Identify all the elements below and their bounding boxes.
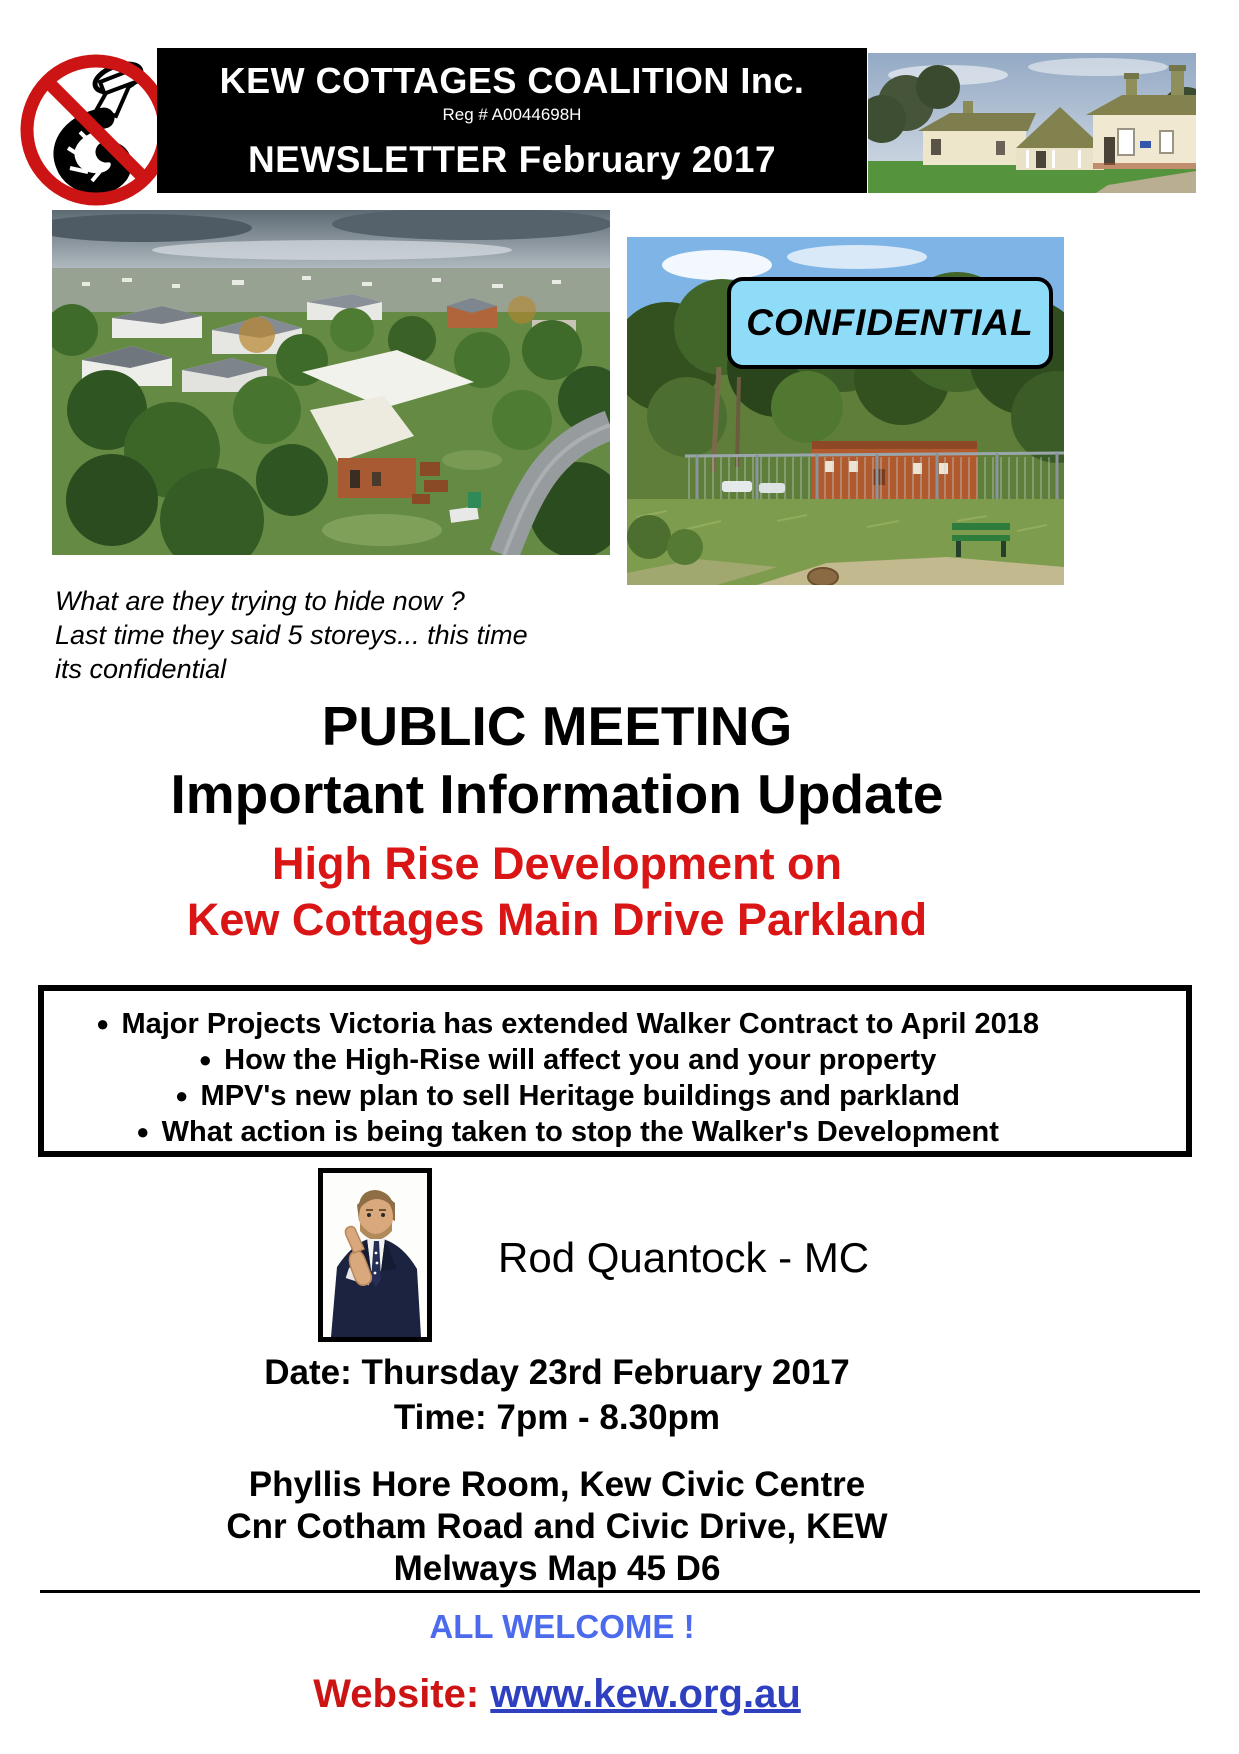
agenda-item: ● MPV's new plan to sell Heritage buildings and parkland <box>44 1078 1091 1114</box>
venue-address: Cnr Cotham Road and Civic Drive, KEW <box>226 1507 888 1546</box>
confidential-stamp: CONFIDENTIAL <box>727 277 1053 369</box>
photo-caption <box>55 584 595 686</box>
caption-line-1: What are they trying to hide now ? <box>55 586 465 616</box>
venue-room: Phyllis Hore Room, Kew Civic Centre <box>248 1465 866 1504</box>
welcome-banner: ALL WELCOME ! <box>429 1608 695 1645</box>
no-screw-logo-icon <box>18 40 176 212</box>
registration-number: Reg # A0044698H <box>442 105 582 124</box>
venue-block <box>0 1464 1114 1590</box>
meeting-subtitle-line-1: High Rise Development on <box>271 838 843 889</box>
agenda-item: ● Major Projects Victoria has extended Walker Contract to April 2018 <box>44 1006 1091 1042</box>
newsletter-title: NEWSLETTER February 2017 <box>247 139 777 180</box>
venue-map-reference: Melways Map 45 D6 <box>393 1549 721 1588</box>
meeting-title-line-2: Important Information Update <box>170 763 944 825</box>
divider-line <box>40 1590 1200 1593</box>
rod-quantock-photo <box>318 1168 432 1342</box>
caption-line-2: Last time they said 5 storeys... this time <box>55 620 528 650</box>
header-banner <box>157 48 867 193</box>
aerial-drone-photo <box>52 210 610 555</box>
website-label: Website: <box>313 1672 480 1716</box>
meeting-subtitle-line-2: Kew Cottages Main Drive Parkland <box>186 894 928 945</box>
agenda-box <box>38 985 1192 1157</box>
parkland-photo <box>627 237 1064 585</box>
heritage-cottage-photo <box>868 53 1196 193</box>
date-time-block <box>0 1350 1114 1440</box>
meeting-time: Time: 7pm - 8.30pm <box>393 1398 721 1437</box>
org-name: KEW COTTAGES COALITION Inc. <box>219 60 805 101</box>
meeting-title <box>0 692 1114 828</box>
meeting-title-line-1: PUBLIC MEETING <box>321 695 793 757</box>
mc-label: Rod Quantock - MC <box>498 1234 870 1281</box>
agenda-item: ● How the High-Rise will affect you and your property <box>44 1042 1091 1078</box>
caption-line-3: its confidential <box>55 654 227 684</box>
website-link[interactable]: www.kew.org.au <box>490 1672 801 1716</box>
website-line <box>0 1672 1114 1717</box>
meeting-subtitle <box>0 836 1114 948</box>
meeting-date: Date: Thursday 23rd February 2017 <box>264 1353 850 1392</box>
agenda-item: ● What action is being taken to stop the Walker's Development <box>44 1114 1091 1150</box>
